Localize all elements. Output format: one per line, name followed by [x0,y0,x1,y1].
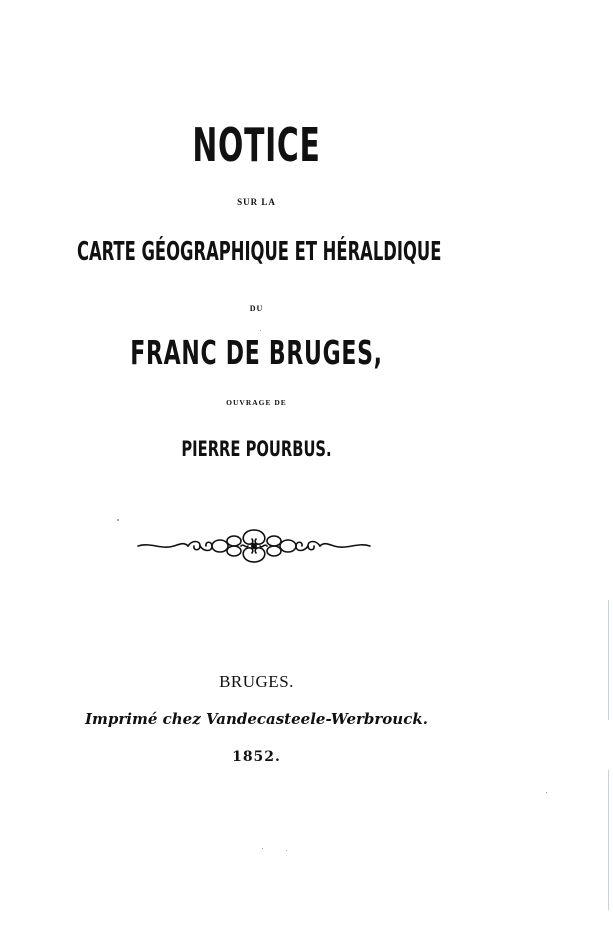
connector-du: DU [249,304,264,313]
scan-edge-line [608,600,609,720]
imprint-printer: Imprimé chez Vandecasteele-Werbrouck. [85,710,428,728]
imprint-year: 1852. [232,749,281,765]
scan-speck [117,519,119,521]
decorative-scroll-ornament-icon [136,526,372,566]
connector-ouvrage-de: OUVRAGE DE [226,398,287,407]
connector-sur-la: SUR LA [237,197,276,207]
author-name: PIERRE POURBUS. [181,437,332,461]
imprint-city: BRUGES. [219,672,294,691]
scan-speck [260,330,261,331]
scan-edge-line [608,770,609,910]
subject-heading: FRANC DE BRUGES, [130,333,383,372]
scan-speck [546,792,547,793]
scan-speck [262,848,263,849]
page-title: NOTICE [192,118,321,172]
subtitle: CARTE GÉOGRAPHIQUE ET HÉRALDIQUE [76,237,442,267]
scan-speck [286,850,287,851]
